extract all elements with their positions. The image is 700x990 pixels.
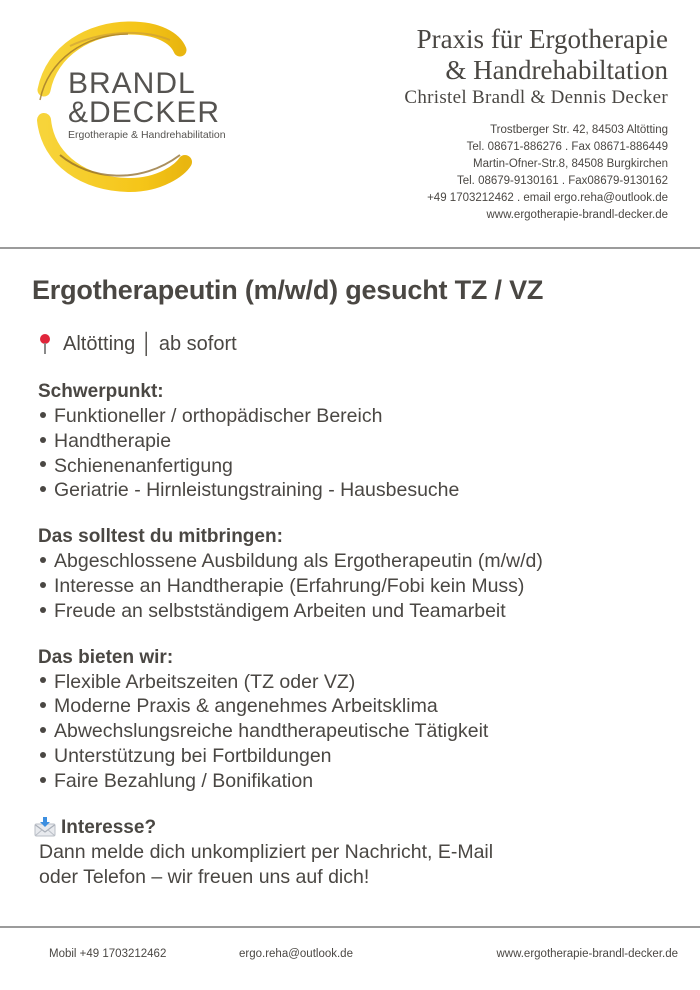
incoming-envelope-icon [34, 817, 56, 837]
contact-address-burgkirchen: Martin-Ofner-Str.8, 84508 Burgkirchen [473, 158, 668, 170]
section-schwerpunkt [32, 379, 672, 503]
practice-title-line2: & Handrehabiltation [445, 55, 668, 85]
contact-phone-altoetting: Tel. 08671-886276 . Fax 08671-886449 [466, 141, 668, 153]
list-item: Geriatrie - Hirnleistungstraining - Hausbesuche [38, 478, 672, 503]
bullet-icon [40, 486, 46, 492]
interest-text-line1: Dann melde dich unkompliziert per Nachricht, E-Mail [39, 840, 494, 863]
section-list [38, 404, 672, 503]
bullet-icon [40, 557, 46, 563]
list-item: Interesse an Handtherapie (Erfahrung/Fobi kein Muss) [38, 574, 672, 599]
practice-info [404, 24, 668, 110]
pin-icon [37, 333, 53, 355]
job-posting [32, 270, 672, 890]
section-heading: Das bieten wir: [38, 646, 174, 668]
logo [30, 20, 260, 195]
bullet-icon [40, 752, 46, 758]
job-location [32, 330, 672, 358]
job-location-text: Altötting │ ab sofort [63, 333, 237, 355]
section-heading: Schwerpunkt: [38, 381, 164, 402]
logo-brand-line1: BRANDL [68, 67, 196, 100]
list-item: Freude an selbstständigem Arbeiten und Teamarbeit [38, 599, 672, 624]
contact-mobile-email: +49 1703212462 . email ergo.reha@outlook.de [427, 192, 668, 204]
section-list [38, 549, 672, 623]
header [0, 0, 700, 248]
bullet-icon [40, 607, 46, 613]
footer-divider [0, 926, 700, 928]
section-heading: Das solltest du mitbringen: [38, 526, 283, 548]
list-item: Abwechslungsreiche handtherapeutische Tätigkeit [38, 719, 672, 744]
list-item: Faire Bezahlung / Bonifikation [38, 769, 672, 794]
list-item: Funktioneller / orthopädischer Bereich [38, 404, 672, 429]
practice-owners: Christel Brandl & Dennis Decker [404, 87, 668, 108]
footer-mobile: Mobil +49 1703212462 [49, 948, 167, 960]
contact-address-altoetting: Trostberger Str. 42, 84503 Altötting [490, 124, 668, 136]
footer-website: www.ergotherapie-brandl-decker.de [496, 948, 678, 960]
header-divider [0, 247, 700, 249]
section-list [38, 670, 672, 794]
interest-heading [34, 815, 672, 840]
list-item: Flexible Arbeitszeiten (TZ oder VZ) [38, 670, 672, 695]
interest-text-line2: oder Telefon – wir freuen uns auf dich! [39, 865, 370, 888]
bullet-icon [40, 582, 46, 588]
bullet-icon [40, 437, 46, 443]
list-item: Moderne Praxis & angenehmes Arbeitsklima [38, 694, 672, 719]
job-title: Ergotherapeutin (m/w/d) gesucht TZ / VZ [32, 275, 544, 305]
logo-brand-line2: &DECKER [68, 96, 221, 129]
list-item: Unterstützung bei Fortbildungen [38, 744, 672, 769]
bullet-icon [40, 702, 46, 708]
interest-heading-text: Interesse? [61, 816, 157, 838]
list-item: Abgeschlossene Ausbildung als Ergotherapeutin (m/w/d) [38, 549, 672, 574]
contact-block [427, 122, 668, 224]
bullet-icon [40, 727, 46, 733]
practice-title-line1: Praxis für Ergotherapie [416, 24, 668, 54]
contact-website: www.ergotherapie-brandl-decker.de [486, 209, 668, 221]
list-item: Handtherapie [38, 429, 672, 454]
section-requirements [32, 524, 672, 623]
list-item: Schienenanfertigung [38, 454, 672, 479]
section-benefits [32, 645, 672, 794]
section-interest [32, 815, 672, 890]
bullet-icon [40, 461, 46, 467]
bullet-icon [40, 677, 46, 683]
logo-subtitle: Ergotherapie & Handrehabilitation [68, 129, 226, 141]
footer-email: ergo.reha@outlook.de [239, 948, 353, 960]
bullet-icon [40, 412, 46, 418]
bullet-icon [40, 777, 46, 783]
contact-phone-burgkirchen: Tel. 08679-9130161 . Fax08679-9130162 [456, 175, 668, 187]
